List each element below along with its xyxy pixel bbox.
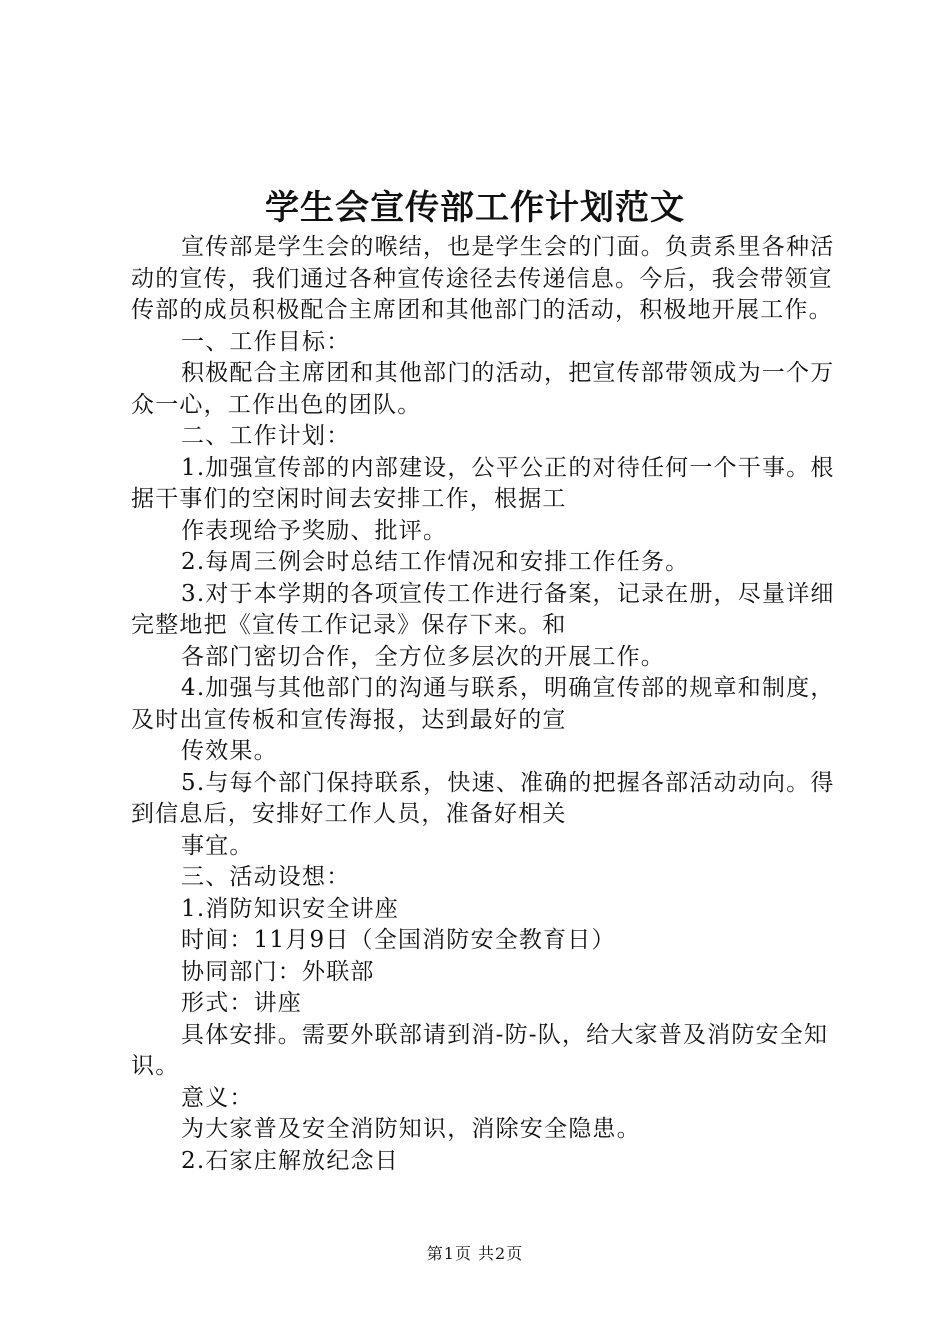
activity-1-arrangement: 具体安排。需要外联部请到消-防-队，给大家普及消防安全知识。 — [131, 1021, 829, 1079]
plan-item-3-continued: 各部门密切合作，全方位多层次的开展工作。 — [181, 643, 665, 670]
activity-1-title: 1.消防知识安全讲座 — [181, 895, 399, 922]
activity-1-department: 协同部门：外联部 — [181, 958, 375, 985]
plan-item-5: 5.与每个部门保持联系，快速、准确的把握各部活动动向。得到信息后，安排好工作人员，准备好相关 — [131, 769, 835, 827]
activity-2-title: 2.石家庄解放纪念日 — [181, 1147, 399, 1174]
section-heading-activities: 三、活动设想： — [181, 864, 351, 890]
plan-item-1: 1.加强宣传部的内部建设，公平公正的对待任何一个干事。根据干事们的空闲时间去安排工作，根据工 — [131, 454, 835, 512]
activity-1-format: 形式：讲座 — [181, 990, 302, 1016]
section-heading-plan: 二、工作计划： — [181, 423, 351, 449]
document-body — [131, 232, 836, 1177]
paragraph-goals: 积极配合主席团和其他部门的活动，把宣传部带领成为一个万众一心，工作出色的团队。 — [131, 360, 835, 418]
plan-item-3: 3.对于本学期的各项宣传工作进行备案，记录在册，尽量详细完整地把《宣传工作记录》保存下来。和 — [131, 580, 835, 638]
plan-item-1-continued: 作表现给予奖励、批评。 — [181, 517, 448, 544]
plan-item-2: 2.每周三例会时总结工作情况和安排工作任务。 — [181, 549, 690, 575]
plan-item-5-continued: 事宜。 — [181, 832, 254, 859]
activity-1-meaning: 为大家普及安全消防知识，消除安全隐患。 — [181, 1116, 641, 1142]
activity-1-time: 时间：11月9日（全国消防安全教育日） — [181, 927, 616, 953]
plan-item-4: 4.加强与其他部门的沟通与联系，明确宣传部的规章和制度，及时出宣传板和宣传海报，达到最好的宣 — [131, 675, 835, 733]
activity-1-meaning-label: 意义： — [181, 1084, 254, 1111]
paragraph-intro: 宣传部是学生会的喉结，也是学生会的门面。负责系里各种活动的宣传，我们通过各种宣传途径去传递信息。今后，我会带领宣传部的成员积极配合主席团和其他部门的活动，积极地开展工作。 — [131, 234, 835, 323]
section-heading-goals: 一、工作目标： — [181, 328, 351, 355]
page-footer: 第1页 共2页 — [426, 1244, 524, 1263]
plan-item-4-continued: 传效果。 — [181, 738, 278, 764]
document-title: 学生会宣传部工作计划范文 — [265, 188, 685, 228]
